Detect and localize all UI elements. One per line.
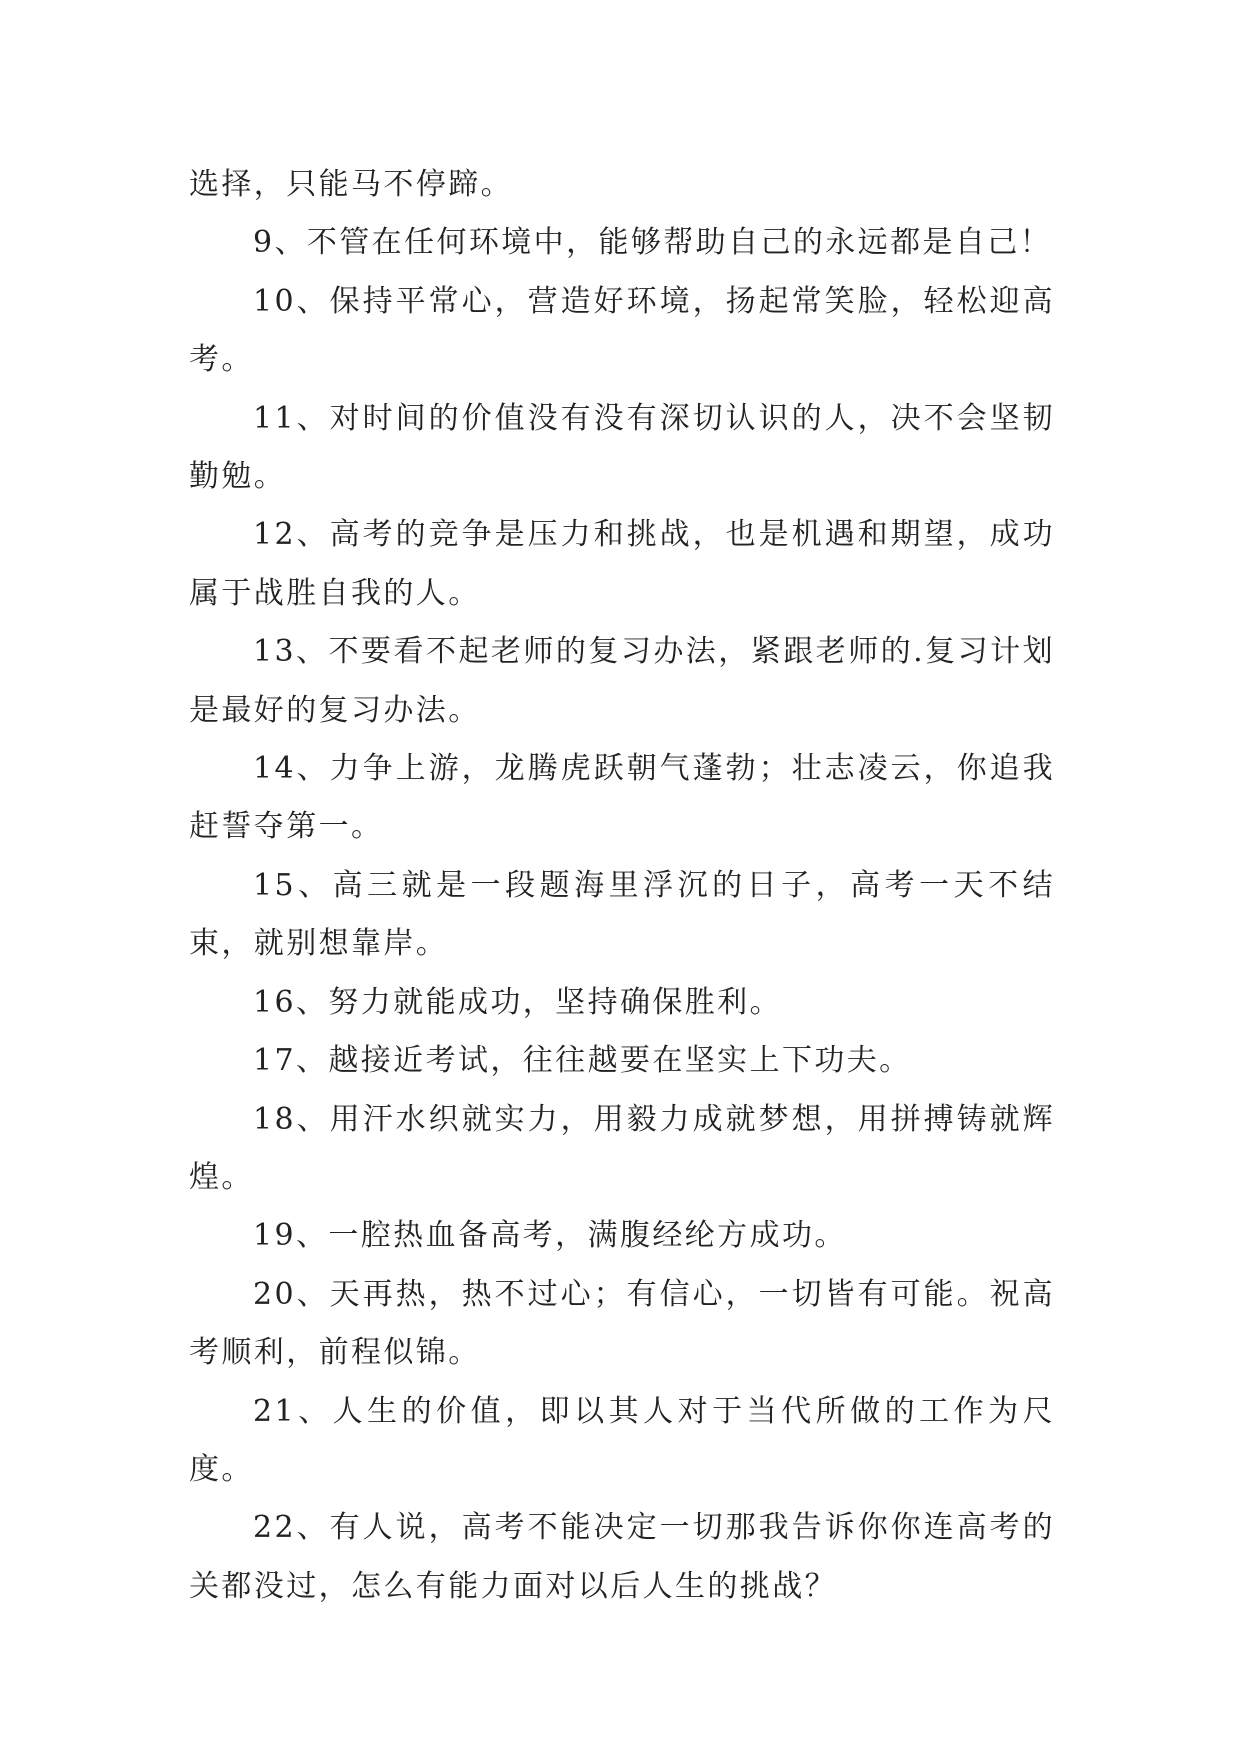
paragraph-item-16: 16、努力就能成功，坚持确保胜利。 — [253, 984, 782, 1020]
paragraph-item-22: 22、有人说，高考不能决定一切那我告诉你你连高考的关都没过，怎么有能力面对以后人生的挑战？ — [189, 1510, 1055, 1604]
paragraph-item-9: 9、不管在任何环境中，能够帮助自己的永远都是自己！ — [253, 225, 1053, 261]
paragraph-item-13: 13、不要看不起老师的复习办法，紧跟老师的.复习计划是最好的复习办法。 — [189, 634, 1055, 728]
paragraph-item-20: 20、天再热，热不过心；有信心，一切皆有可能。祝高考顺利，前程似锦。 — [189, 1276, 1055, 1371]
paragraph-item-14: 14、力争上游，龙腾虎跃朝气蓬勃；壮志凌云，你追我赶誓夺第一。 — [189, 751, 1055, 845]
paragraph-item-18: 18、用汗水织就实力，用毅力成就梦想，用拼搏铸就辉煌。 — [189, 1101, 1055, 1195]
paragraph-item-19: 19、一腔热血备高考，满腹经纶方成功。 — [253, 1218, 847, 1254]
paragraph-item-21: 21、人生的价值，即以其人对于当代所做的工作为尺度。 — [189, 1393, 1055, 1487]
paragraph-item-10: 10、保持平常心，营造好环境，扬起常笑脸，轻松迎高考。 — [189, 283, 1055, 378]
paragraph-item-11: 11、对时间的价值没有没有深切认识的人，决不会坚韧勤勉。 — [189, 400, 1055, 495]
paragraph-item-15: 15、高三就是一段题海里浮沉的日子，高考一天不结束，就别想靠岸。 — [189, 867, 1055, 962]
paragraph-continuation: 选择，只能马不停蹄。 — [189, 167, 513, 202]
paragraph-item-17: 17、越接近考试，往往越要在坚实上下功夫。 — [253, 1043, 912, 1079]
document-body — [189, 156, 1055, 1616]
paragraph-item-12: 12、高考的竞争是压力和挑战，也是机遇和期望，成功属于战胜自我的人。 — [189, 517, 1055, 611]
